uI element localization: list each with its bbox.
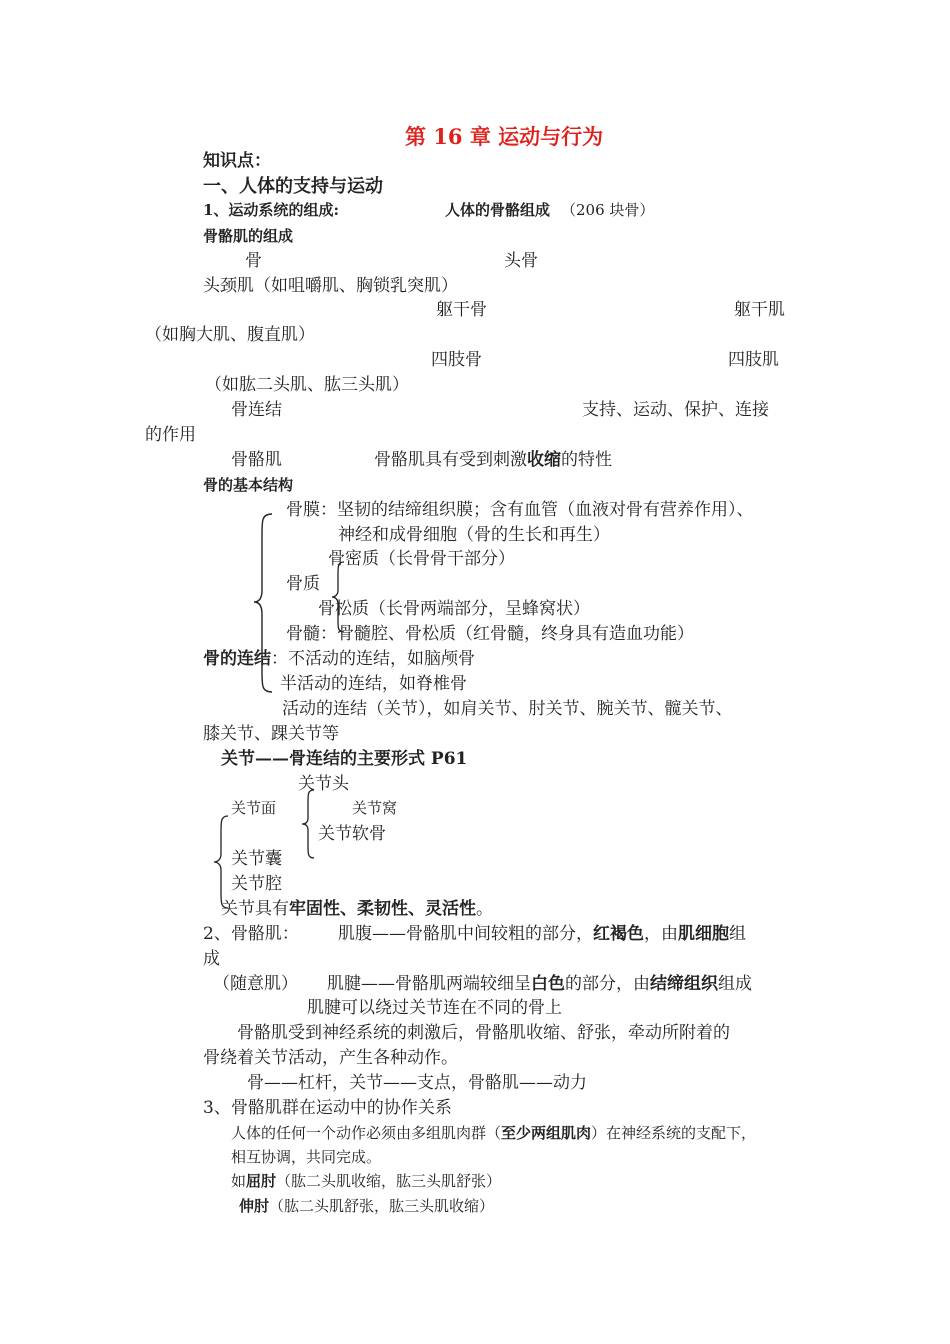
- limb-muscle-example: （如肱二头肌、肱三头肌）: [205, 375, 409, 395]
- joint-properties: [221, 901, 493, 918]
- coop-a: 人体的任何一个动作必须由多组肌肉群（: [231, 1124, 502, 1142]
- spongy-bone: 骨松质（长骨两端部分，呈蜂窝状）: [318, 599, 590, 619]
- item1-bones-count: （206 块骨）: [561, 201, 655, 219]
- trunk-muscle-example: （如胸大肌、腹直肌）: [145, 325, 315, 345]
- tendon-tissue: 结缔组织: [650, 974, 718, 994]
- joint-cartilage: 关节软骨: [318, 824, 386, 844]
- compact-bone: 骨密质（长骨骨干部分）: [328, 549, 515, 569]
- bone-matter-brace: [330, 560, 346, 634]
- trunk-muscle: 躯干肌: [734, 300, 785, 320]
- joint-prop-a: 关节具有: [221, 899, 289, 919]
- elbow-flex: [231, 1174, 501, 1189]
- bone-marrow-a: 骨髓：: [286, 624, 337, 644]
- belly-color: 红褐色: [593, 924, 644, 944]
- cooperation-line2: 相互协调，共同完成。: [231, 1148, 382, 1166]
- item1-bones: 人体的骨骼组成: [445, 201, 551, 219]
- paragraph-line1: 骨骼肌受到神经系统的刺激后，骨骼肌收缩、舒张，牵动所附着的: [237, 1023, 730, 1043]
- joint-heading-main: 关节——骨连结的主要形式 P61: [221, 749, 468, 769]
- item1-prefix: 1、运动系统的组成:: [203, 201, 339, 219]
- lever-analogy: 骨——杠杆，关节——支点，骨骼肌——动力: [247, 1073, 587, 1093]
- coop-c: ）在神经系统的支配下，: [591, 1124, 757, 1142]
- extend-b: （肱二头肌舒张，肱三头肌收缩）: [269, 1197, 495, 1215]
- cooperation-line1: [231, 1126, 756, 1141]
- tendon-c: 的部分，由: [565, 974, 650, 994]
- joint-type-movable-cont: 膝关节、踝关节等: [203, 724, 339, 744]
- voluntary-muscle: （随意肌）: [213, 974, 298, 994]
- flex-b: 屈肘: [246, 1172, 277, 1190]
- bone-marrow: [286, 626, 694, 643]
- support-functions: 支持、运动、保护、连接: [582, 400, 769, 420]
- head-neck-muscle: 头颈肌（如咀嚼肌、胸锁乳突肌）: [203, 276, 458, 296]
- joint-cavity: 关节腔: [231, 874, 282, 894]
- tendon: [327, 976, 752, 993]
- item2-prefix: 2、骨骼肌：: [203, 924, 299, 944]
- limb-muscle: 四肢肌: [728, 350, 779, 370]
- joint-type-semi: 半活动的连结，如脊椎骨: [280, 674, 467, 694]
- muscle-property-b: 的特性: [561, 450, 612, 470]
- skeletal-muscle-heading: 骨骼肌的组成: [203, 227, 294, 245]
- paragraph-line2: 骨绕着关节活动，产生各种动作。: [203, 1048, 458, 1068]
- knowledge-label: 知识点：: [203, 151, 271, 171]
- extend-a: 伸肘: [239, 1197, 270, 1215]
- belly-cell: 肌细胞: [678, 924, 729, 944]
- belly-c: ，由: [644, 924, 678, 944]
- flex-c: （肱二头肌收缩，肱三头肌舒张）: [276, 1172, 502, 1190]
- muscle-property: [374, 452, 612, 469]
- skull-label: 头骨: [504, 251, 538, 271]
- muscle-belly: [338, 926, 746, 943]
- elbow-extend: [239, 1199, 494, 1214]
- tendon-a: 肌腱——骨骼肌两端较细呈: [327, 974, 531, 994]
- flex-a: 如: [231, 1172, 247, 1190]
- coop-b: 至少两组肌肉: [501, 1124, 592, 1142]
- bone-joint-label: 骨连结: [231, 400, 282, 420]
- belly-tail: 成: [203, 949, 220, 969]
- joint-socket: 关节窝: [352, 799, 398, 817]
- bone-matter: 骨质: [286, 574, 320, 594]
- periosteum-line1: 骨膜：坚韧的结缔组织膜；含有血管（血液对骨有营养作用）、: [286, 500, 754, 520]
- joint-types-line1: [203, 651, 475, 668]
- muscle-property-a: 骨骼肌具有受到刺激: [374, 450, 527, 470]
- page-title: 第 16 章 运动与行为: [405, 124, 604, 149]
- bone-label: 骨: [245, 251, 262, 271]
- joint-heading: 骨的连结: [203, 649, 271, 669]
- joint-type-immovable: ：不活动的连结，如脑颅骨: [271, 649, 475, 669]
- joint-surface-brace: [300, 788, 316, 860]
- joint-structure-brace: [212, 814, 230, 910]
- joint-prop-b: 牢固性、柔韧性、灵活性: [289, 899, 476, 919]
- joint-capsule: 关节囊: [231, 849, 282, 869]
- belly-e: 组: [729, 924, 746, 944]
- tendon-color: 白色: [531, 974, 565, 994]
- section-heading: 一、人体的支持与运动: [203, 176, 383, 197]
- basic-structure-heading: 骨的基本结构: [203, 476, 294, 494]
- periosteum-line2: 神经和成骨细胞（骨的生长和再生）: [338, 525, 610, 545]
- joint-prop-c: 。: [476, 899, 493, 919]
- belly-a: 肌腹——骨骼肌中间较粗的部分，: [338, 924, 593, 944]
- contraction-word: 收缩: [527, 450, 561, 470]
- tendon-line2: 肌腱可以绕过关节连在不同的骨上: [307, 998, 562, 1018]
- skeletal-muscle-label: 骨骼肌: [231, 450, 282, 470]
- joint-surface: 关节面: [231, 799, 277, 817]
- item3-heading: 3、骨骼肌群在运动中的协作关系: [203, 1098, 452, 1118]
- limb-bone: 四肢骨: [431, 350, 482, 370]
- functions-tail: 的作用: [145, 425, 196, 445]
- tendon-e: 组成: [718, 974, 752, 994]
- trunk-bone: 躯干骨: [436, 300, 487, 320]
- joint-head: 关节头: [298, 774, 349, 794]
- joint-type-movable: 活动的连结（关节），如肩关节、肘关节、腕关节、髋关节、: [282, 699, 733, 719]
- bone-marrow-b: 骨髓腔、骨松质（红骨髓，终身具有造血功能）: [337, 624, 694, 644]
